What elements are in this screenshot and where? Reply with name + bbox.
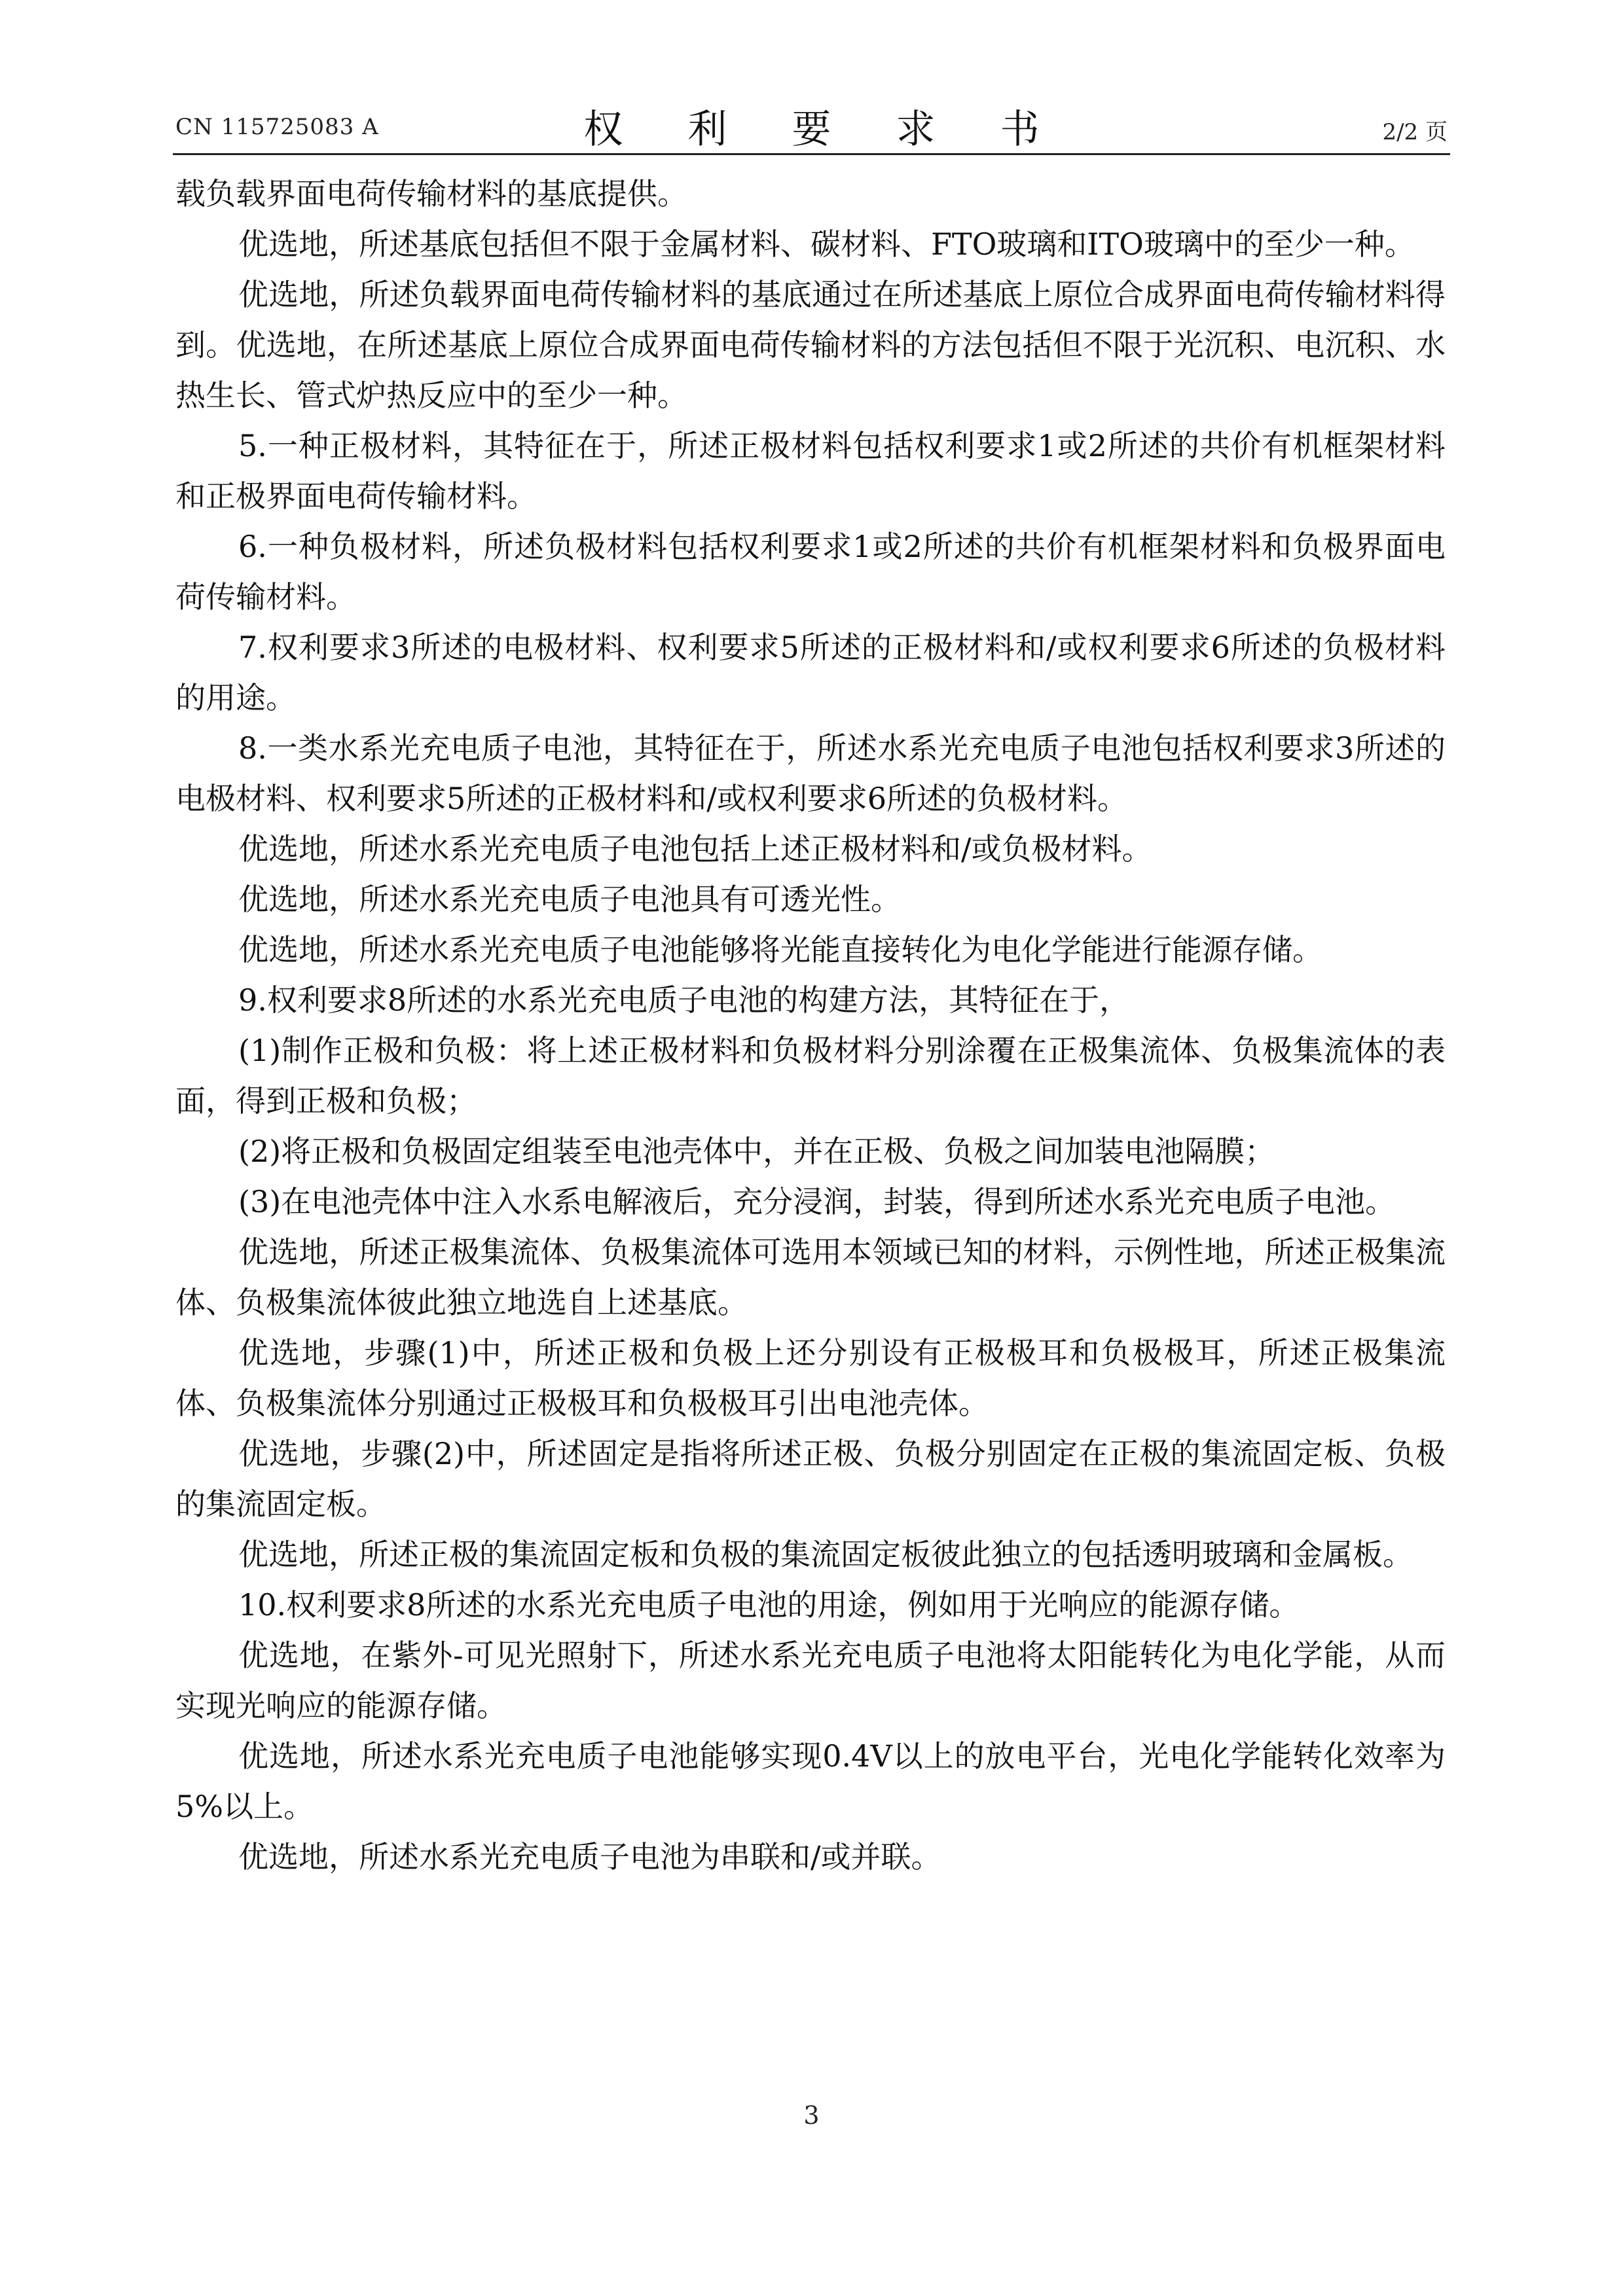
- claims-paragraph: 优选地，所述基底包括但不限于金属材料、碳材料、FTO玻璃和ITO玻璃中的至少一种。: [238, 226, 1415, 262]
- claim-8: 8.一类水系光充电质子电池，其特征在于，所述水系光充电质子电池包括权利要求3所述的电极材料、权利要求5所述的正极材料和/或权利要求6所述的负极材料。: [175, 730, 1446, 816]
- claims-paragraph: 载负载界面电荷传输材料的基底提供。: [175, 176, 687, 211]
- claim-6: 6.一种负极材料，所述负极材料包括权利要求1或2所述的共价有机框架材料和负极界面电荷传输材料。: [175, 529, 1446, 615]
- claims-paragraph: 优选地，步骤(1)中，所述正极和负极上还分别设有正极极耳和负极极耳，所述正极集流体、负极集流体分别通过正极极耳和负极极耳引出电池壳体。: [175, 1335, 1446, 1421]
- claim-5: 5.一种正极材料，其特征在于，所述正极材料包括权利要求1或2所述的共价有机框架材料和正极界面电荷传输材料。: [175, 428, 1446, 514]
- claims-body: [175, 169, 1446, 1882]
- claims-paragraph: 优选地，所述水系光充电质子电池包括上述正极材料和/或负极材料。: [238, 831, 1152, 867]
- page-indicator: 2/2 页: [1382, 119, 1448, 145]
- claims-paragraph: 优选地，所述水系光充电质子电池具有可透光性。: [238, 882, 901, 917]
- page-header: [175, 98, 1448, 151]
- claims-paragraph: 优选地，所述水系光充电质子电池能够将光能直接转化为电化学能进行能源存储。: [238, 932, 1322, 967]
- claims-paragraph: 优选地，所述水系光充电质子电池为串联和/或并联。: [238, 1839, 941, 1874]
- claims-paragraph: 优选地，步骤(2)中，所述固定是指将所述正极、负极分别固定在正极的集流固定板、负极的集流固定板。: [175, 1436, 1446, 1522]
- document-title: 权 利 要 求 书: [583, 107, 1066, 152]
- claim-9-step-1: (1)制作正极和负极：将上述正极材料和负极材料分别涂覆在正极集流体、负极集流体的表面，得到正极和负极；: [175, 1033, 1446, 1119]
- claim-9-step-3: (3)在电池壳体中注入水系电解液后，充分浸润，封装，得到所述水系光充电质子电池。: [238, 1184, 1396, 1219]
- claim-9: 9.权利要求8所述的水系光充电质子电池的构建方法，其特征在于，: [238, 982, 1130, 1018]
- claim-10: 10.权利要求8所述的水系光充电质子电池的用途，例如用于光响应的能源存储。: [238, 1587, 1300, 1623]
- claims-paragraph: 优选地，所述水系光充电质子电池能够实现0.4V以上的放电平台，光电化学能转化效率为5%以上。: [175, 1738, 1446, 1824]
- claim-9-step-2: (2)将正极和负极固定组装至电池壳体中，并在正极、负极之间加装电池隔膜；: [238, 1134, 1275, 1169]
- claims-paragraph: 优选地，所述正极的集流固定板和负极的集流固定板彼此独立的包括透明玻璃和金属板。: [238, 1537, 1413, 1572]
- page-number: 3: [803, 2101, 820, 2130]
- header-rule: [173, 153, 1450, 155]
- claims-paragraph: 优选地，所述正极集流体、负极集流体可选用本领域已知的材料，示例性地，所述正极集流体、负极集流体彼此独立地选自上述基底。: [175, 1234, 1446, 1320]
- claims-paragraph: 优选地，所述负载界面电荷传输材料的基底通过在所述基底上原位合成界面电荷传输材料得到。优选地，在所述基底上原位合成界面电荷传输材料的方法包括但不限于光沉积、电沉积、水热生长、管式炉热反应中的至少一种。: [175, 277, 1446, 413]
- claims-paragraph: 优选地，在紫外-可见光照射下，所述水系光充电质子电池将太阳能转化为电化学能，从而实现光响应的能源存储。: [175, 1638, 1446, 1723]
- claim-7: 7.权利要求3所述的电极材料、权利要求5所述的正极材料和/或权利要求6所述的负极材料的用途。: [175, 630, 1446, 715]
- patent-number: CN 115725083 A: [175, 114, 379, 140]
